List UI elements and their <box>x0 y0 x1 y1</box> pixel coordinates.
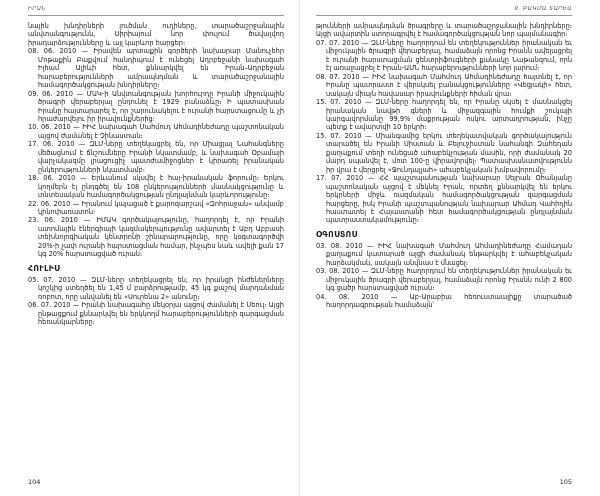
chronology-entry: 15. 07. 2010 — Միանգամից երկու տեղեկատվական գործակալություն տարածել են Իրանի Սիստան և Բելուջիստան նահանգի Զահեդան քաղաքում տեղի ունեցած ահաբեկչության մասին, որի ժամանակ 20 մարդ սպանվել է, մոտ 100-ը վիրավորվել։ Պատասխանատվությունն իր վրա է վերցրել «Ջունդալլահ» ահաբեկչական խմբավորումը։ <box>316 131 572 174</box>
chronology-entry: 03. 08. 2010 — ԶԼՄ-ները հաղորդում են տեղեկություններ իրանական եւ միջուկային ծրագրի վերաբերյալ, համաձայն որոնց Իրանն ունի 2 800 կգ ցածր հարստացված ուրան։ <box>316 267 572 293</box>
chronology-entry: 06. 07. 2010 — Իրանի նախագահը մեկօրյա այցով ժամանել է Սեուլ։ Այցի ընթացքում քննարկվել են երկկողմ հարաբերությունների զարգացման հեռանկարները։ <box>28 301 284 326</box>
chronology-entry: 17. 07. 2010 — ՀՀ պաշտպանության նախարար Սեյրան Օհանյանը պաշտոնական այցով է մեկնել Իրան, որտեղ քննարկվել են երկու երկրների միջև ռազմական համագործակցության զարգացման հարցերը, իսկ Իրանի պաշտպանության նախարար Ահմադ Վահիդին հաստատել է Հայաստանի հետ համագործակցության ընդլայնման պատրաստակամությունը։ <box>316 174 572 225</box>
chronology-entry: 08. 06. 2010 — Իրավեն արտաքին գործերի նախարար Մանուչեհր Մոթաքին Բաքվում հանդիպում է ունեցել Ադրբեջանի նախագահ Իլհամ Ալիևի հետ, քննարկվել են Իրան–Ադրբեջան հարաբերությունների ամրապնդման և տարածաշրջանային համագործակցության խնդիրները։ <box>28 47 284 90</box>
chronology-entry: 07. 07. 2010 — ԶԼՄ-ները հաղորդում են տեղեկություններ իրանական եւ միջուկային ծրագրի վերաբերյալ, համաձայն որոնց Իրանն ավելացրել է ուրանի հարստացման ցենտրիֆուգների քանակը Նաթանզում, որն էլ առաջացրել է Իրան-ԱՄՆ հարաբերությունների նոր լարում։ <box>316 38 572 73</box>
right-running-head: 9. ԲԱԿՄԱ ՏԱՐԵԱ <box>514 6 572 12</box>
chronology-entry: 09. 06. 2010 — ՄԱԿ-ի Անվտանգության խորհուրդը Իրանի միջուկային ծրագրի վերաբերյալ ընդունել է 1929 բանաձևը։ Ի պատասխան Իրանը հայտարարել է, որ շարունակելու է ուրանի հարստացումը և չի հրաժարվելու իր իրավունքներից։ <box>28 89 284 123</box>
chronology-entry: 04. 08. 2010 — Աբ-Արաբիա հեռուստաալիքը տարածած հաղորդագրության համաձայն՝ <box>316 292 572 310</box>
chronology-entry: 10. 06. 2010 — ԻԻՀ նախագահ Մահմուդ Ահմադինեժադը պաշտոնական այցով ժամանել է Չինաստան։ <box>28 123 284 140</box>
left-head-rule <box>28 15 284 16</box>
chronology-entry: 18. 06. 2010 — Երևանում սկսվել է հայ-իրանական ֆորումը։ Երկու կողմերն էլ ընդգծել են 108 ընկերությունների մասնակցությունը և տնտեսական համագործակցության ընդլայնման կարևորությունը։ <box>28 174 284 200</box>
chronology-entry: 22. 06. 2010 — Իրանում կայացած է քարոզարշավ «Զոհրաջան» անվամբ կինոփառատոն։ <box>28 199 284 216</box>
right-page-number: 105 <box>559 478 572 486</box>
left-entries-before <box>28 47 284 258</box>
chronology-entry: 08. 07. 2010 — ԻԻՀ նախագահ Մահմուդ Ահմադինեժադը հայտնել է, որ Իրանը պատրաստ է վերսկսել բանակցությունները «Վեցյակի» հետ, սակայն միայն հավասար իրավունքների հիման վրա։ <box>316 72 572 98</box>
left-month-heading: ՀՈՒԼԻՍ <box>28 263 61 273</box>
left-continuation-text: նային խնդիրների լուծման ուղիները, տարածաշրջանային անվտանգությունն, Սիրիայում նոր փուլում ծավալվող իրադարձությունները և այլ կարևոր հարցեր։ <box>28 22 284 47</box>
right-entries-before <box>316 39 572 225</box>
right-head-rule <box>316 15 572 16</box>
right-continuation-text: թյունների ամրապնդման ծրագրերը և տարածաշրջանային խնդիրները։ Այցի ավարտին ստորագրվել է համագործակցության նոր պայմանագիր։ <box>316 22 572 39</box>
left-entries-after <box>28 276 284 327</box>
left-running-head: ԻՐԱՆ <box>28 6 47 12</box>
chronology-entry: 03. 08. 2010 — ԻԻՀ նախագահ Մահմուդ Ահմադինեժադը Համադան քաղաքում կատարած այցի ժամանակ ենթարկվել է ահաբեկչական հարձակման, սակայն անվնաս է մնացել։ <box>316 241 572 267</box>
chronology-entry: 23. 06. 2010 — ԻՄԱԿ գործակալությունը, հաղորդել է, որ Իրանի ատոմային էներգիայի կազմակերպությունը ավարտել է Աբդ Աբբասի տեխնոլոգիական կենտրոնի շինարարությունը, որը կօգտագործվի 20%-ի չափ ուրանի հարստացման համար, ինչպես նաև ավելի քան 17 կգ 20% հարստացված ուրան։ <box>28 216 284 259</box>
left-page-number: 104 <box>28 478 41 486</box>
right-entries-after <box>316 242 572 310</box>
chronology-entry: 15. 07. 2010 — ԶԼՄ-ները հաղորդել են, որ Իրանը սկսել է մասնակցել իրանական նավթի գների և միջազգային հումքի շուկայի կարգավորմանը 99,9% մաքրության ոսկու արտադրության, ինչը պետք է ավարտվի 10 երկրի։ <box>316 98 572 132</box>
chronology-entry: 05. 07. 2010 — ԶԼՄ-ները տեղեկացրել են, որ իրանցի ինժեներները կոշկից ստեղծել են 1,45 մ բարձրությամբ, 45 կգ քաշով մարդանման ռոբոտ, որը անվանել են «Սուրենա 2» անունը։ <box>28 275 284 301</box>
right-month-heading: ՕԳՈՍՏՈՍ <box>316 229 358 239</box>
right-page <box>300 0 600 496</box>
chronology-entry: 17. 06. 2010 — ԶԼՄ-ները տեղեկացրել են, որ Միացյալ Նահանգները մեծացնում է ճնշումները Իրանի նկատմամբ, և նախագահ Օբամայի վարչակազմը լրացուցիչ պատժամիջոցներ է կիրառել իրանական ընկերությունների նկատմամբ։ <box>28 140 284 174</box>
